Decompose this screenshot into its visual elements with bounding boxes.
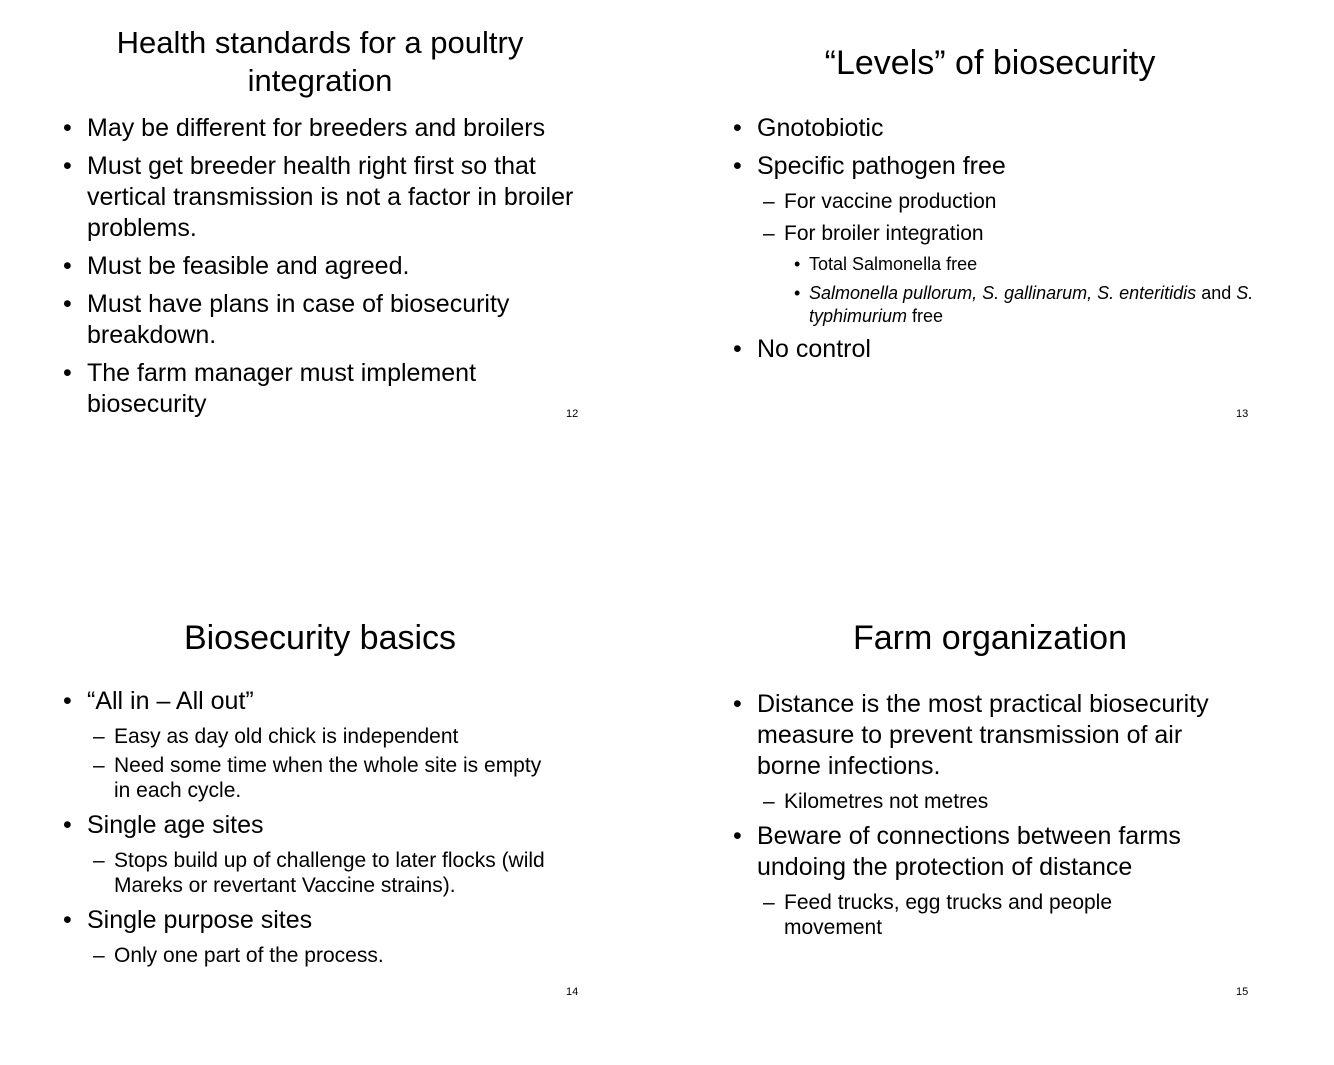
- sub-sub-bullet-item: • Salmonella pullorum, S. gallinarum, S. enteritidis and S. typhimurium free: [794, 283, 1254, 326]
- bullet-item: • Distance is the most practical biosecurity measure to prevent transmission of air borne infections.: [733, 690, 1209, 780]
- sub-sub-bullet-item: • Total Salmonella free: [794, 254, 978, 274]
- sub-bullet-item: – For broiler integration: [763, 222, 984, 245]
- sub-bullet-item: – Kilometres not metres: [763, 790, 989, 813]
- page-number: 12: [566, 408, 579, 420]
- bullet-list: [60, 686, 600, 975]
- bullet-item: • May be different for breeders and broilers: [63, 114, 546, 142]
- bullet-item: • Beware of connections between farms undoing the protection of distance: [733, 822, 1181, 881]
- bullet-item: • Single age sites: [63, 811, 264, 839]
- bullet-list: [60, 113, 600, 427]
- page-number: 15: [1236, 986, 1249, 998]
- sub-bullet-item: – For vaccine production: [763, 190, 997, 213]
- bullet-item: • Gnotobiotic: [733, 114, 884, 142]
- bullet-item: • Single purpose sites: [63, 906, 313, 934]
- slide-title: “Levels” of biosecurity: [824, 44, 1156, 82]
- bullet-item: • The farm manager must implement biosecurity: [63, 359, 477, 418]
- bullet-list: [730, 689, 1270, 947]
- slide-13: [680, 20, 1320, 480]
- bullet-item: • Must be feasible and agreed.: [63, 252, 410, 280]
- sub-bullet-item: – Need some time when the whole site is empty in each cycle.: [93, 754, 542, 802]
- bullet-item: • Must get breeder health right first so that vertical transmission is not a factor in broiler problems.: [63, 152, 574, 242]
- bullet-item: • Specific pathogen free: [733, 152, 1006, 180]
- sub-bullet-item: – Feed trucks, egg trucks and people movement: [763, 891, 1113, 939]
- sub-bullet-item: – Easy as day old chick is independent: [93, 725, 459, 748]
- slide-14: [10, 605, 650, 1065]
- sub-bullet-item: – Stops build up of challenge to later flocks (wild Mareks or revertant Vaccine strains).: [93, 849, 545, 897]
- page-number: 13: [1236, 408, 1249, 420]
- slide-title: Biosecurity basics: [183, 619, 457, 657]
- slide-15: [680, 605, 1320, 1065]
- bullet-item: • “All in – All out”: [63, 687, 254, 715]
- bullet-item: • No control: [733, 335, 871, 363]
- slide-title: Farm organization: [852, 619, 1127, 657]
- bullet-list: [730, 113, 1270, 372]
- slide-title: Health standards for a poultry integration: [116, 25, 524, 98]
- sub-bullet-item: – Only one part of the process.: [93, 944, 384, 967]
- page-number: 14: [566, 986, 579, 998]
- bullet-item: • Must have plans in case of biosecurity breakdown.: [63, 290, 510, 349]
- slide-12: [10, 20, 650, 480]
